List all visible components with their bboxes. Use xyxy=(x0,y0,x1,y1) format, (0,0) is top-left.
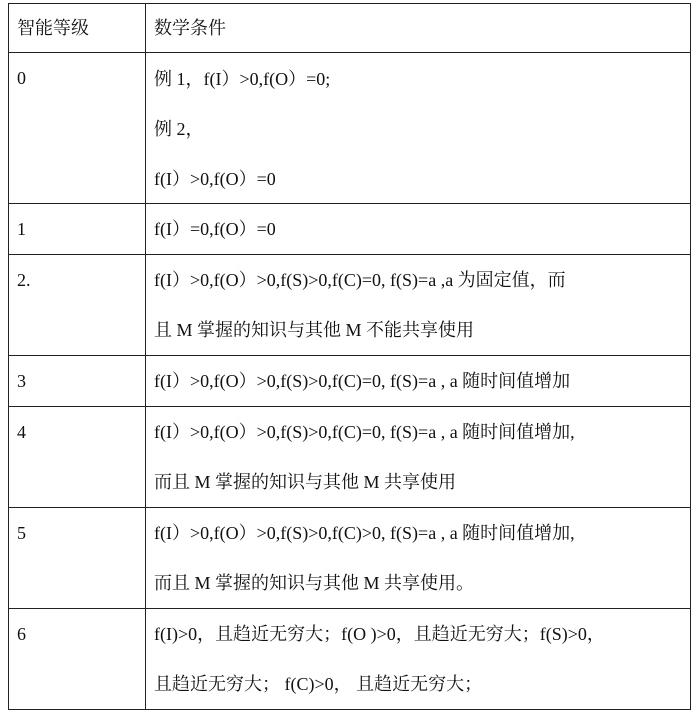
condition-cell xyxy=(146,356,691,407)
table-row xyxy=(9,407,691,508)
table-row xyxy=(9,204,691,255)
table-header-row xyxy=(9,4,691,53)
level-cell xyxy=(9,609,146,710)
level-cell xyxy=(9,407,146,508)
condition-cell xyxy=(146,609,691,710)
level-value: 2. xyxy=(17,270,31,290)
condition-cell xyxy=(146,508,691,609)
condition-line: f(I）>0,f(O）=0 xyxy=(154,169,276,189)
condition-line: f(I）>0,f(O）>0,f(S)>0,f(C)=0, f(S)=a , a 随时间值增加, xyxy=(154,422,575,442)
condition-line: f(I）>0,f(O）>0,f(S)>0,f(C)=0, f(S)=a ,a 为固定值，而 xyxy=(154,270,566,290)
condition-line: 例 1，f(I）>0,f(O）=0; xyxy=(154,69,331,89)
level-cell xyxy=(9,356,146,407)
condition-line: f(I）>0,f(O）>0,f(S)>0,f(C)>0, f(S)=a , a 随时间值增加, xyxy=(154,523,575,543)
condition-line: 而且 M 掌握的知识与其他 M 共享使用。 xyxy=(154,573,475,593)
condition-line: 例 2， xyxy=(154,119,204,139)
level-cell xyxy=(9,53,146,204)
table-row xyxy=(9,356,691,407)
table-row xyxy=(9,508,691,609)
level-value: 3 xyxy=(17,371,26,391)
condition-line: 且趋近无穷大； f(C)>0， 且趋近无穷大； xyxy=(154,674,483,694)
level-value: 1 xyxy=(17,219,26,239)
table-row xyxy=(9,255,691,356)
header-condition: 数学条件 xyxy=(146,4,691,53)
intelligence-level-table xyxy=(8,3,691,710)
condition-line: 且 M 掌握的知识与其他 M 不能共享使用 xyxy=(154,320,475,340)
condition-line: f(I)>0，且趋近无穷大；f(O )>0，且趋近无穷大；f(S)>0， xyxy=(154,624,605,644)
condition-line: f(I）=0,f(O）=0 xyxy=(154,219,276,239)
header-level: 智能等级 xyxy=(9,4,146,53)
level-value: 5 xyxy=(17,523,26,543)
condition-cell xyxy=(146,255,691,356)
condition-cell xyxy=(146,407,691,508)
level-value: 0 xyxy=(17,68,26,88)
table-row xyxy=(9,609,691,710)
level-cell xyxy=(9,508,146,609)
level-cell xyxy=(9,255,146,356)
table-row xyxy=(9,53,691,204)
level-value: 6 xyxy=(17,624,26,644)
condition-line: f(I）>0,f(O）>0,f(S)>0,f(C)=0, f(S)=a , a 随时间值增加 xyxy=(154,371,571,391)
condition-cell xyxy=(146,53,691,204)
condition-cell xyxy=(146,204,691,255)
level-cell xyxy=(9,204,146,255)
condition-line: 而且 M 掌握的知识与其他 M 共享使用 xyxy=(154,472,457,492)
level-value: 4 xyxy=(17,422,26,442)
